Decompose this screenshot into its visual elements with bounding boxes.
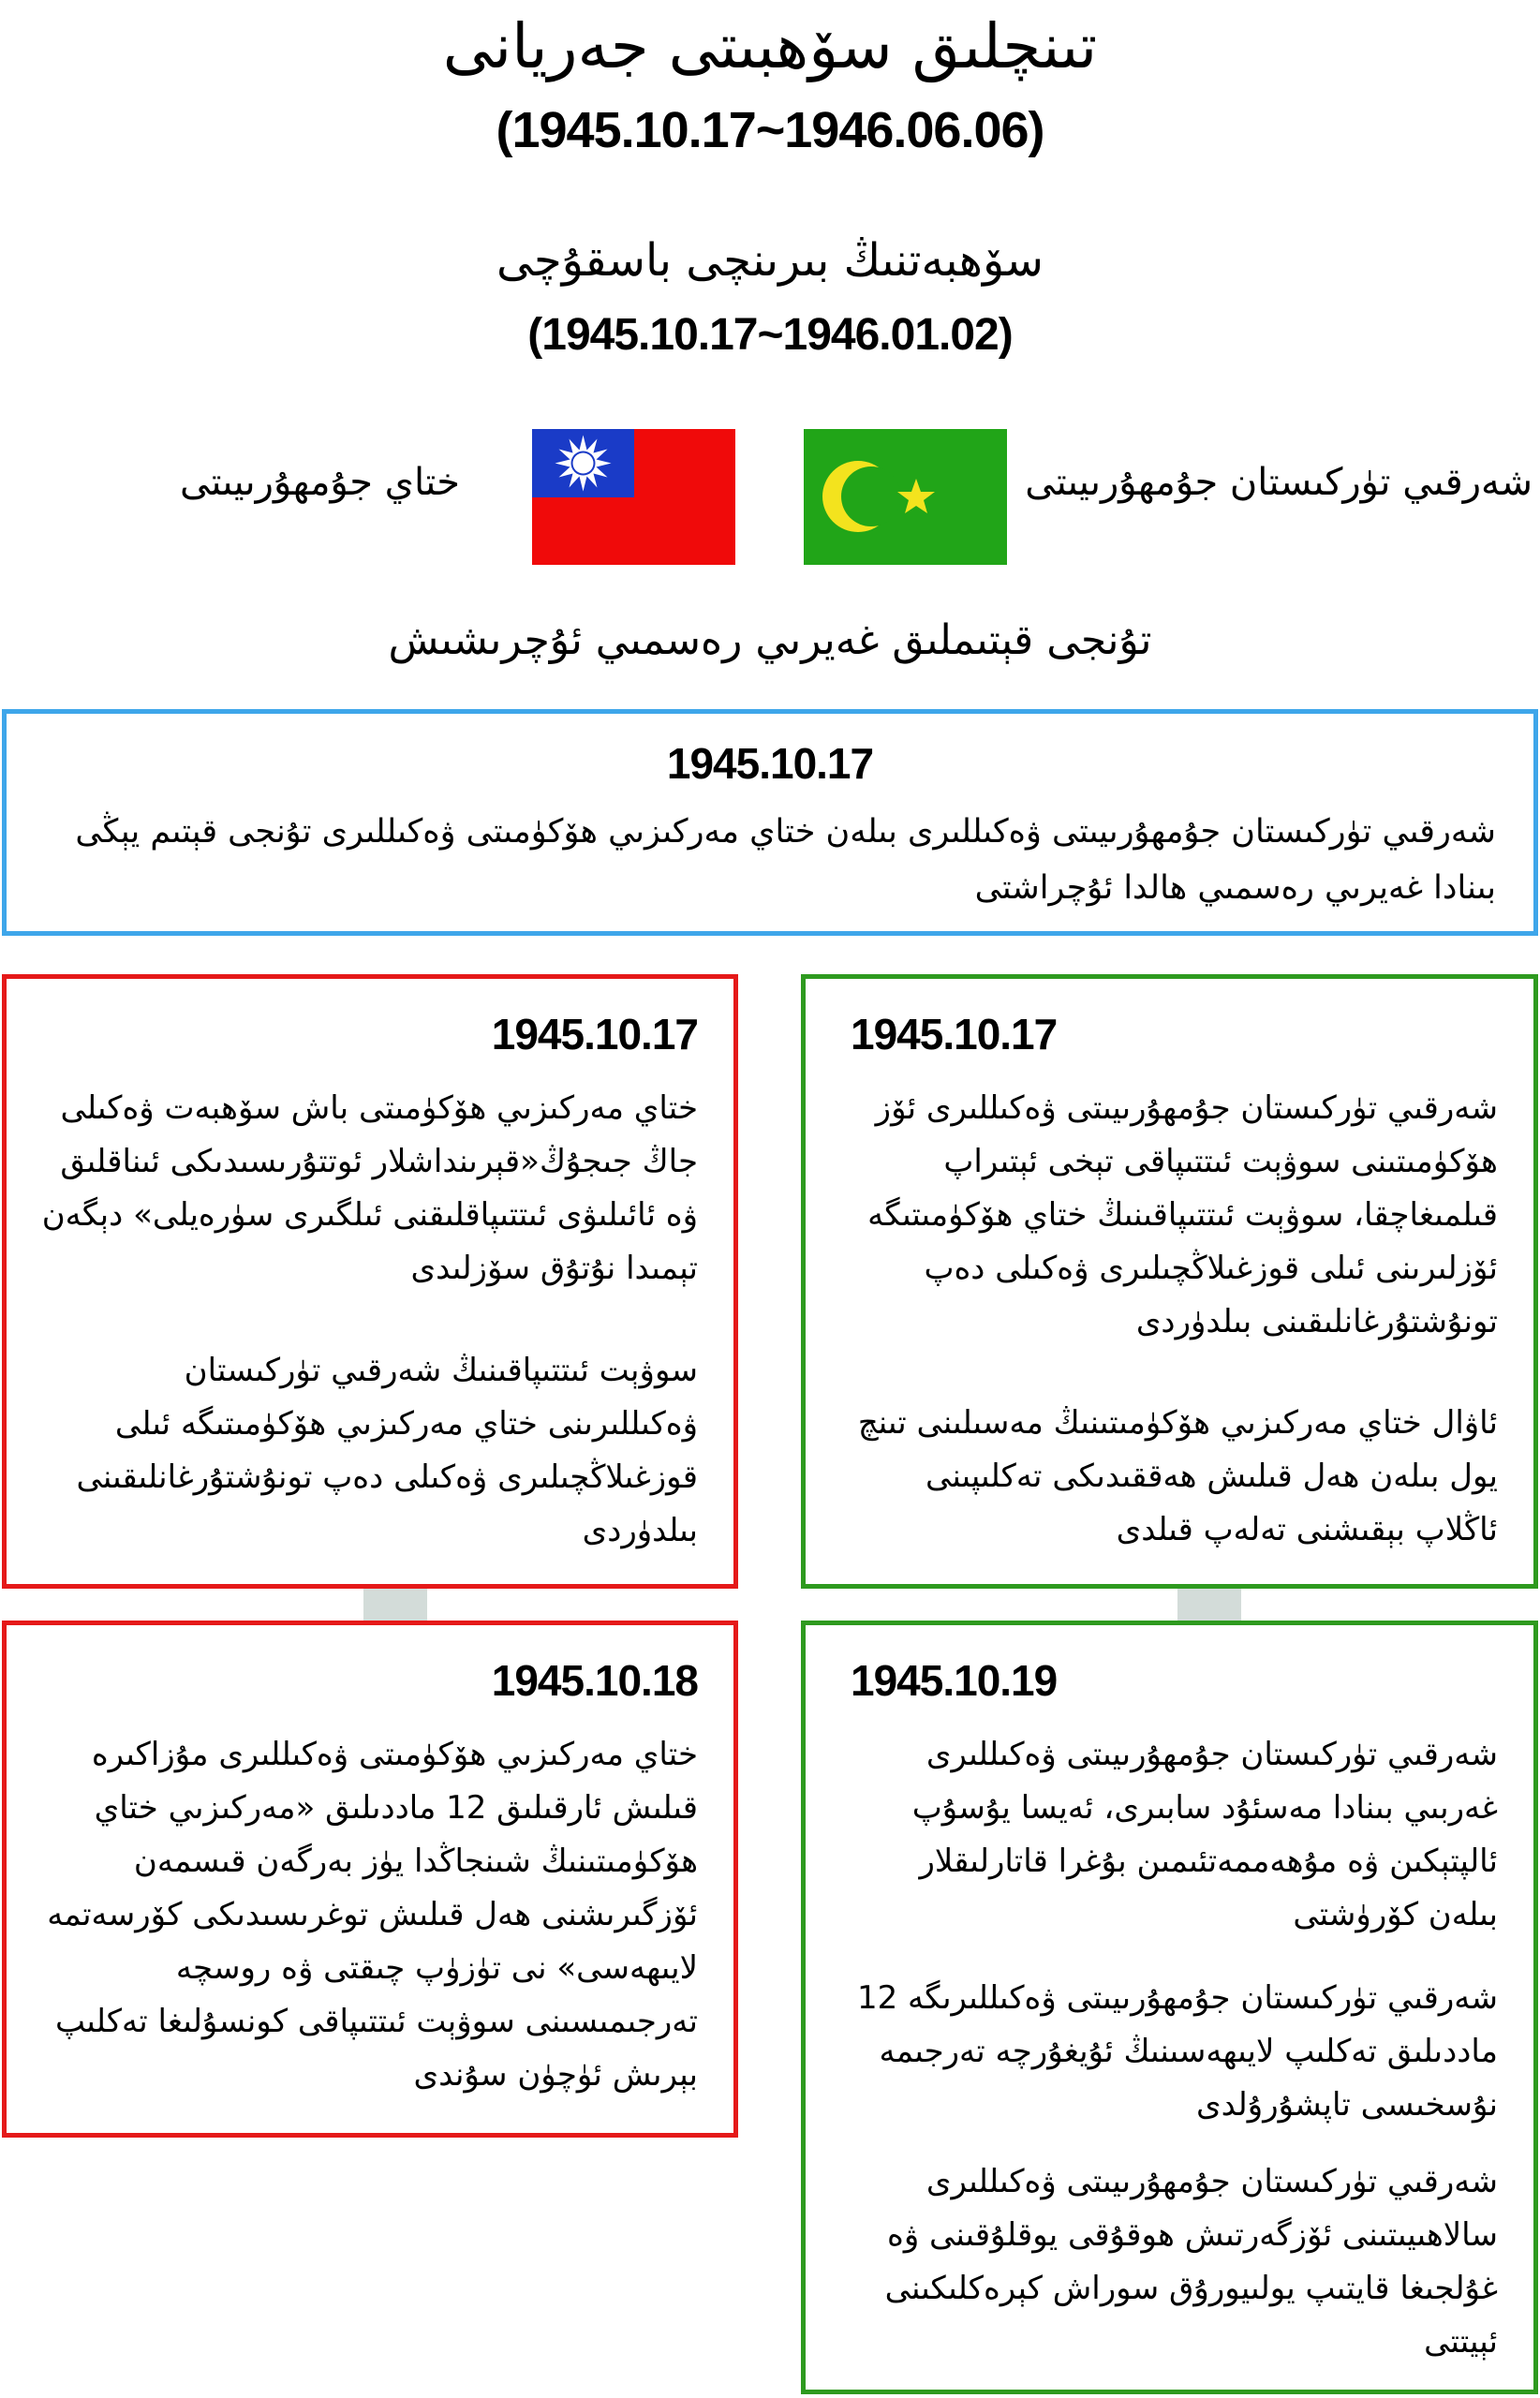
party-label-east-turkistan: شەرقىي تۈركىستان جۇمھۇرىيىتى: [1025, 461, 1533, 504]
east-turkistan-statement-text-1b: ئاۋال ختاي مەركىزىي ھۆكۈمىتىنىڭ مەسىلىنى تىنچ يول بىلەن ھەل قىلىش ھەققىدىكى تەكلىپىنى ئاڭلاپ بېقىشنى تەلەپ قىلدى: [857, 1404, 1498, 1548]
china-statement-text-1a: ختاي مەركىزىي ھۆكۈمىتى باش سۆھبەت ۋەكىلى جاڭ جىجۇڭ«قېرىنداشلار ئوتتۇرىسىدىكى ئىناقلىق ۋە ئائىلىۋى ئىتتىپاقلىقنى ئىلگىرى سۈرەيلى» دېگەن تېمىدا نۇتۇق سۆزلىدى: [41, 1089, 698, 1287]
china-statement-box-2: [2, 1621, 738, 2138]
section-title: تۇنجى قېتىملىق غەيرىي رەسمىي ئۇچرىشىش: [388, 616, 1152, 664]
east-turkistan-statement-text-2c: شەرقىي تۈركىستان جۇمھۇرىيىتى ۋەكىللىرى سالاھىيىتىنى ئۆزگەرتىش ھوقۇقى يوقلۇقىنى ۋە غۇلجىغا قايتىپ يولىيورۇق سوراش كېرەكلىكىنى ئېيتتى: [884, 2163, 1498, 2361]
first-meeting-box: [2, 709, 1538, 936]
east-turkistan-statement-text-1a: شەرقىي تۈركىستان جۇمھۇرىيىتى ۋەكىللىرى ئۆز ھۆكۈمىتىنى سوۋېت ئىتتىپاقى تېخى ئېتىراپ قىلمىغاچقا، سوۋېت ئىتتىپاقىنىڭ ختاي ھۆكۈمىتىگە ئۆزلىرىنى ئىلى قوزغىلاڭچىلىرى ۋەكىلى دەپ تونۇشتۇرغانلىقىنى بىلدۈردى: [867, 1089, 1498, 1340]
connector-left: [363, 1587, 427, 1621]
east-turkistan-statement-date-1: 1945.10.17: [851, 1010, 1058, 1058]
china-statement-text-2: ختاي مەركىزىي ھۆكۈمىتى ۋەكىللىرى مۇزاكىرە قىلىش ئارقىلىق 12 ماددىلىق «مەركىزىي ختاي ھۆكۈمىتىنىڭ شىنجاڭدا يۈز بەرگەن قىسمەن ئۆزگىرىشنى ھەل قىلىش توغرىسىدىكى كۆرسەتمە لايىھەسى» نى تۈزۈپ چىقتى ۋە روسچە تەرجىمىسىنى سوۋېت ئىتتىپاقى كونسۇلىغا تەكلىپ بېرىش ئۈچۈن سۇندى: [47, 1736, 698, 2094]
east-turkistan-statement-box-1: [801, 974, 1538, 1589]
roc-flag: [532, 429, 735, 565]
stage-title: سۆھبەتنىڭ بىرىنچى باسقۇچى: [496, 234, 1044, 287]
east-turkistan-statement-box-2: [801, 1621, 1538, 2394]
east-turkistan-statement-text-2a: شەرقىي تۈركىستان جۇمھۇرىيىتى ۋەكىللىرى غەربىي بىنادا مەسئۇد سابىرى، ئەيسا يۇسۇپ ئالپتېكىن ۋە مۇھەممەتئىمىن بۇغرا قاتارلىقلار بىلەن كۆرۈشتى: [911, 1736, 1498, 1933]
first-meeting-text: شەرقىي تۈركىستان جۇمھۇرىيىتى ۋەكىللىرى بىلەن ختاي مەركىزىي ھۆكۈمىتى ۋەكىللىرى تۇنجى قېتىم يېڭى بىنادا غەيرىي رەسمىي ھالدا ئۇچراشتى: [75, 813, 1496, 907]
china-statement-date-2: 1945.10.18: [491, 1656, 698, 1705]
east-turkistan-statement-text-2b: شەرقىي تۈركىستان جۇمھۇرىيىتى ۋەكىللىرىگە 12 ماددىلىق تەكلىپ لايىھەسىنىڭ ئۇيغۇرچە تەرجىمە نۇسخىسى تاپشۇرۇلدى: [856, 1979, 1498, 2124]
east-turkistan-statement-date-2: 1945.10.19: [851, 1656, 1058, 1705]
china-statement-box-1: [2, 974, 738, 1589]
china-statement-date-1: 1945.10.17: [491, 1010, 698, 1058]
china-statement-text-1b: سوۋېت ئىتتىپاقىنىڭ شەرقىي تۈركىستان ۋەكىللىرىنى ختاي مەركىزىي ھۆكۈمىتىگە ئىلى قوزغىلاڭچىلىرى ۋەكىلى دەپ تونۇشتۇرغانلىقىنى بىلدۈردى: [76, 1352, 698, 1549]
page-title: تىنچلىق سۆھبىتى جەريانى: [442, 10, 1098, 82]
connector-right: [1177, 1587, 1241, 1621]
title-date-range: (1945.10.17~1946.06.06): [496, 102, 1044, 158]
first-meeting-date: 1945.10.17: [666, 739, 874, 788]
east-turkistan-flag: [804, 429, 1007, 565]
party-label-china: ختاي جۇمھۇرىيىتى: [180, 461, 460, 504]
stage-date-range: (1945.10.17~1946.01.02): [527, 310, 1013, 360]
